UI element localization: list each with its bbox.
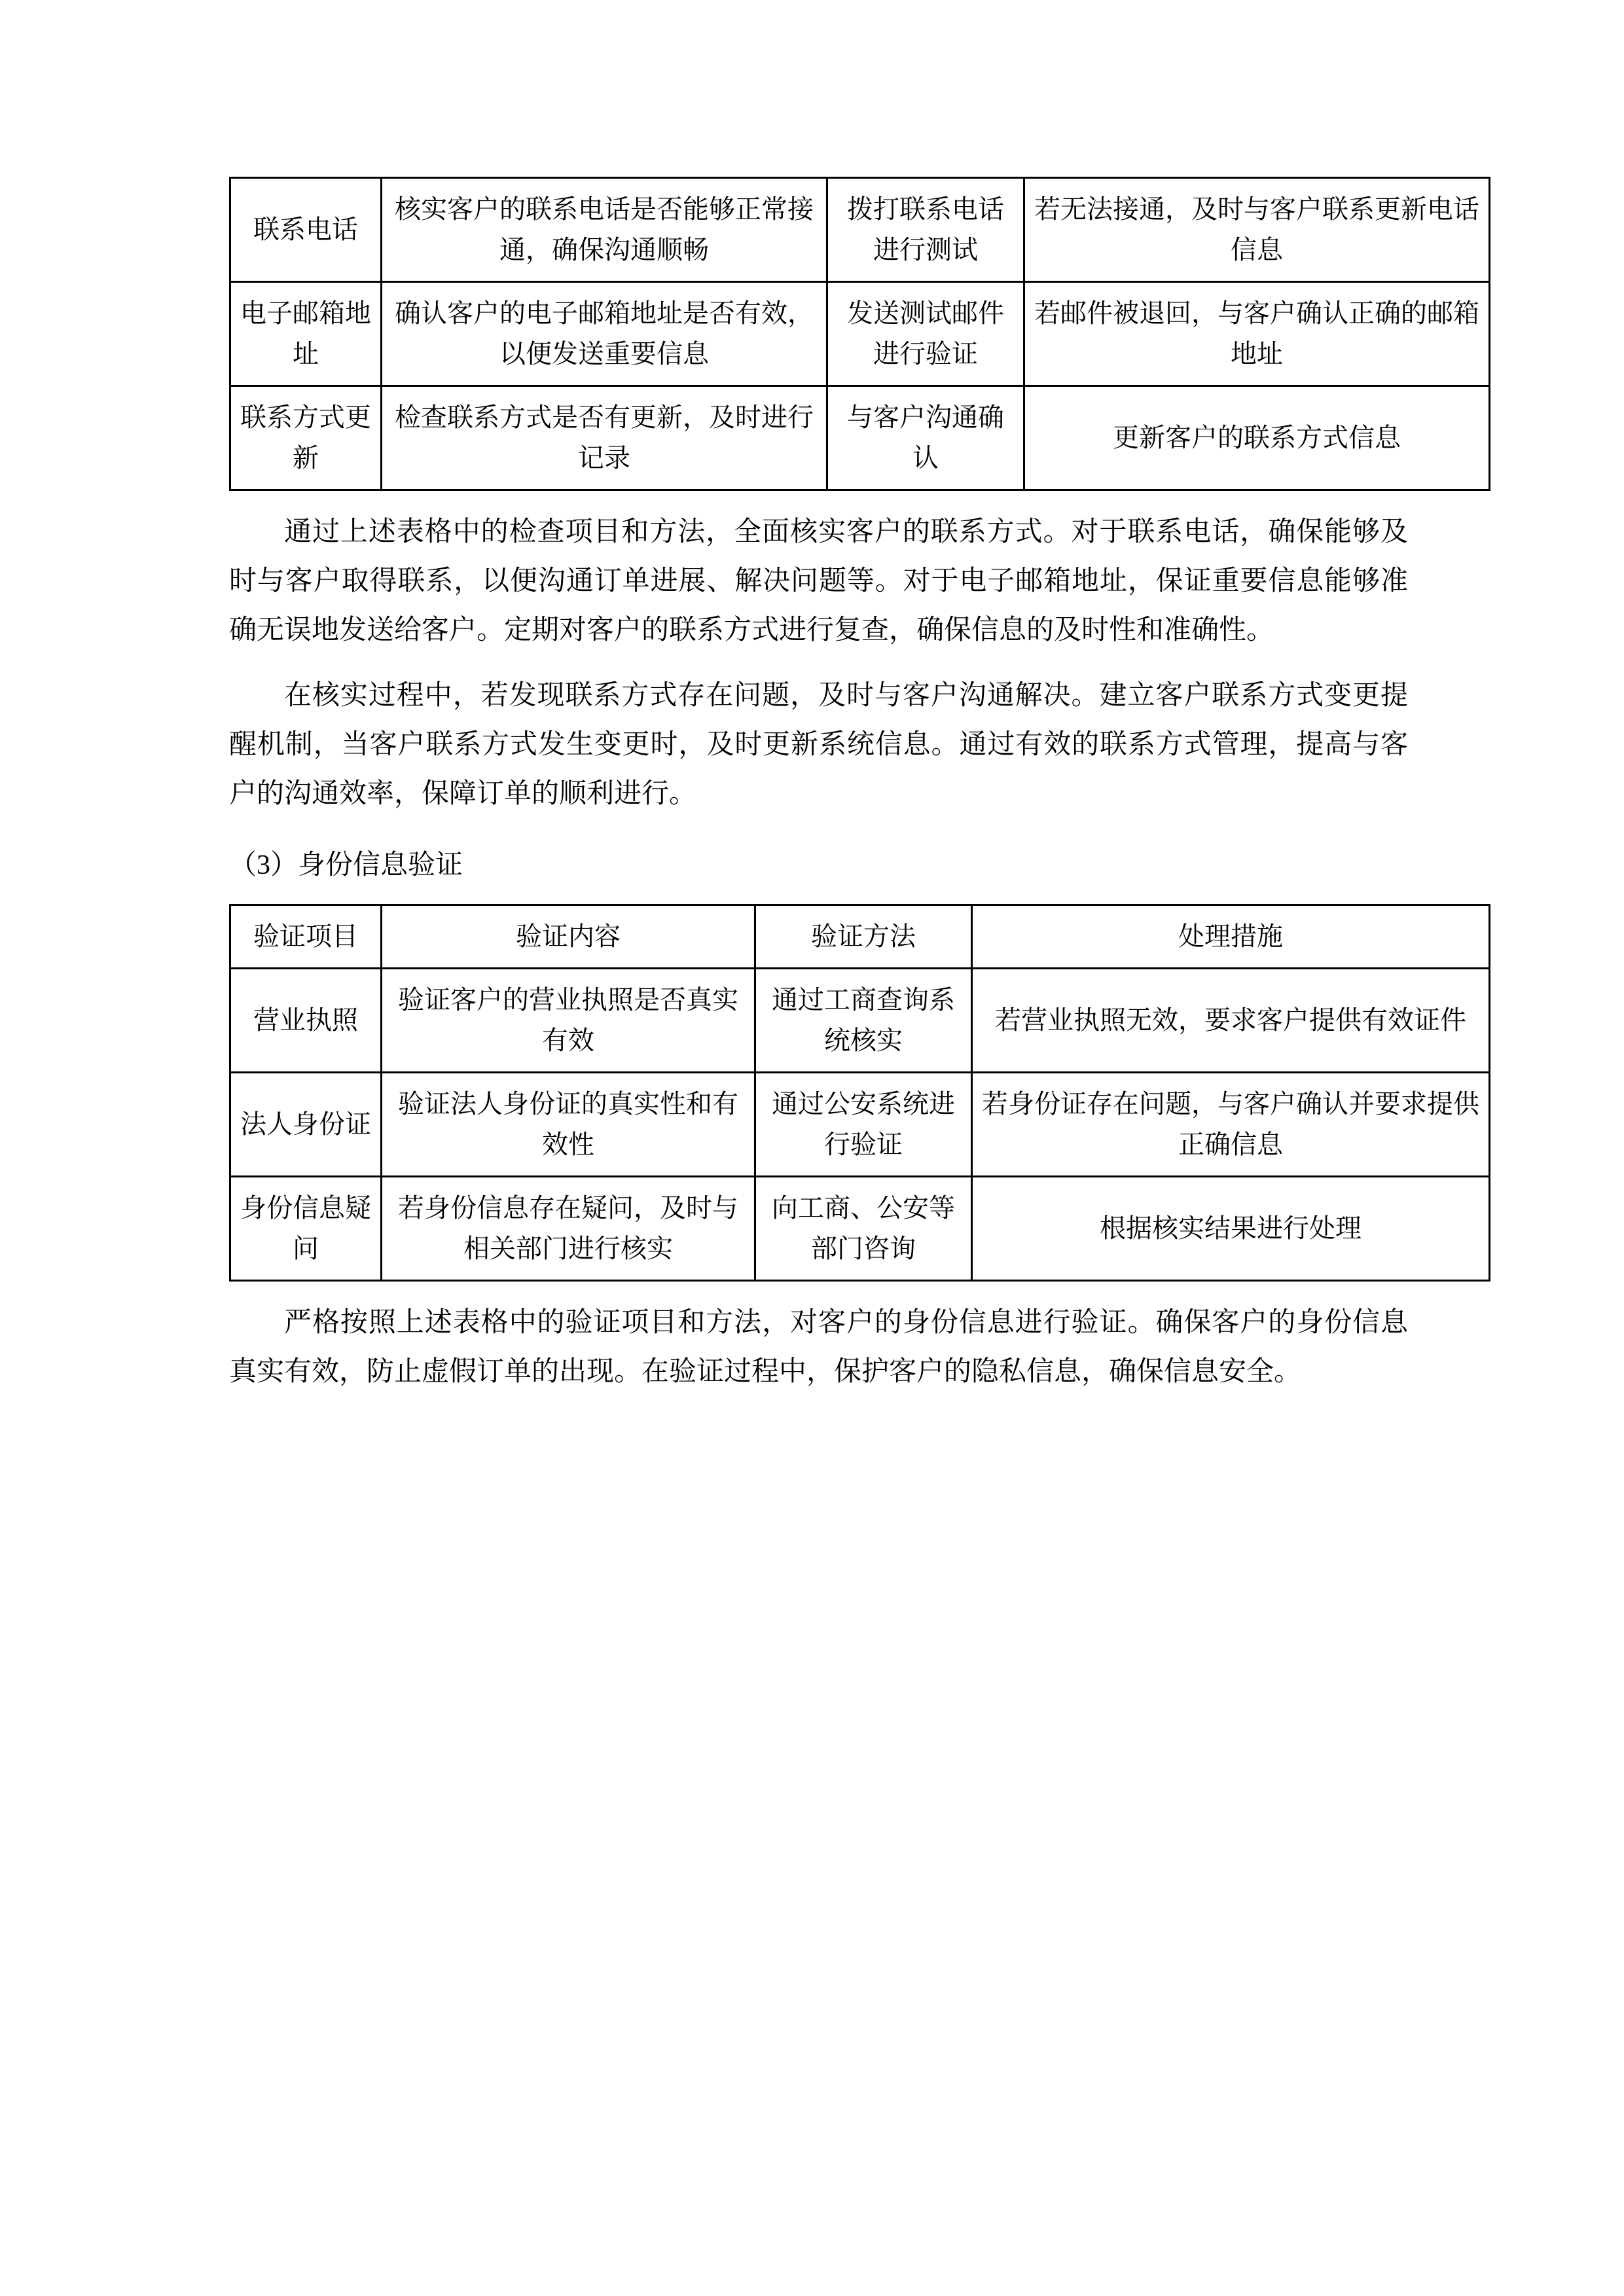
cell-measure: 若身份证存在问题，与客户确认并要求提供正确信息 xyxy=(972,1073,1490,1177)
cell-item: 身份信息疑问 xyxy=(230,1177,382,1281)
table-row xyxy=(230,178,1490,282)
cell-measure: 若无法接通，及时与客户联系更新电话信息 xyxy=(1024,178,1490,282)
cell-measure: 更新客户的联系方式信息 xyxy=(1024,386,1490,490)
section-heading-identity: （3）身份信息验证 xyxy=(229,850,463,880)
cell-method: 拨打联系电话进行测试 xyxy=(827,178,1024,282)
cell-item: 法人身份证 xyxy=(230,1073,382,1177)
cell-method: 发送测试邮件进行验证 xyxy=(827,282,1024,386)
cell-content: 检查联系方式是否有更新，及时进行记录 xyxy=(382,386,827,490)
cell-content: 核实客户的联系电话是否能够正常接通，确保沟通顺畅 xyxy=(382,178,827,282)
cell-item: 营业执照 xyxy=(230,969,382,1073)
table-row xyxy=(230,282,1490,386)
identity-verification-table xyxy=(229,904,1490,1282)
cell-method: 向工商、公安等部门咨询 xyxy=(755,1177,972,1281)
cell-item: 联系电话 xyxy=(230,178,382,282)
cell-method: 与客户沟通确认 xyxy=(827,386,1024,490)
table-row xyxy=(230,1177,1490,1281)
header-measure: 处理措施 xyxy=(972,905,1490,969)
table-row xyxy=(230,386,1490,490)
cell-content: 验证法人身份证的真实性和有效性 xyxy=(382,1073,755,1177)
cell-content: 验证客户的营业执照是否真实有效 xyxy=(382,969,755,1073)
table-header-row xyxy=(230,905,1490,969)
cell-item: 联系方式更新 xyxy=(230,386,382,490)
cell-measure: 根据核实结果进行处理 xyxy=(972,1177,1490,1281)
header-method: 验证方法 xyxy=(755,905,972,969)
header-content: 验证内容 xyxy=(382,905,755,969)
table-row xyxy=(230,1073,1490,1177)
cell-content: 若身份信息存在疑问，及时与相关部门进行核实 xyxy=(382,1177,755,1281)
cell-measure: 若营业执照无效，要求客户提供有效证件 xyxy=(972,969,1490,1073)
paragraph-identity-summary: 严格按照上述表格中的验证项目和方法，对客户的身份信息进行验证。确保客户的身份信息真实有效，防止虚假订单的出现。在验证过程中，保护客户的隐私信息，确保信息安全。 xyxy=(229,1308,1408,1387)
paragraph-contact-summary: 通过上述表格中的检查项目和方法，全面核实客户的联系方式。对于联系电话，确保能够及时与客户取得联系，以便沟通订单进展、解决问题等。对于电子邮箱地址，保证重要信息能够准确无误地发送给客户。定期对客户的联系方式进行复查，确保信息的及时性和准确性。 xyxy=(229,517,1408,645)
paragraph-contact-issues: 在核实过程中，若发现联系方式存在问题，及时与客户沟通解决。建立客户联系方式变更提醒机制，当客户联系方式发生变更时，及时更新系统信息。通过有效的联系方式管理，提高与客户的沟通效率，保障订单的顺利进行。 xyxy=(229,681,1408,809)
header-item: 验证项目 xyxy=(230,905,382,969)
cell-item: 电子邮箱地址 xyxy=(230,282,382,386)
cell-method: 通过公安系统进行验证 xyxy=(755,1073,972,1177)
cell-method: 通过工商查询系统核实 xyxy=(755,969,972,1073)
cell-content: 确认客户的电子邮箱地址是否有效，以便发送重要信息 xyxy=(382,282,827,386)
table-row xyxy=(230,969,1490,1073)
contact-verification-table xyxy=(229,177,1490,491)
cell-measure: 若邮件被退回，与客户确认正确的邮箱地址 xyxy=(1024,282,1490,386)
